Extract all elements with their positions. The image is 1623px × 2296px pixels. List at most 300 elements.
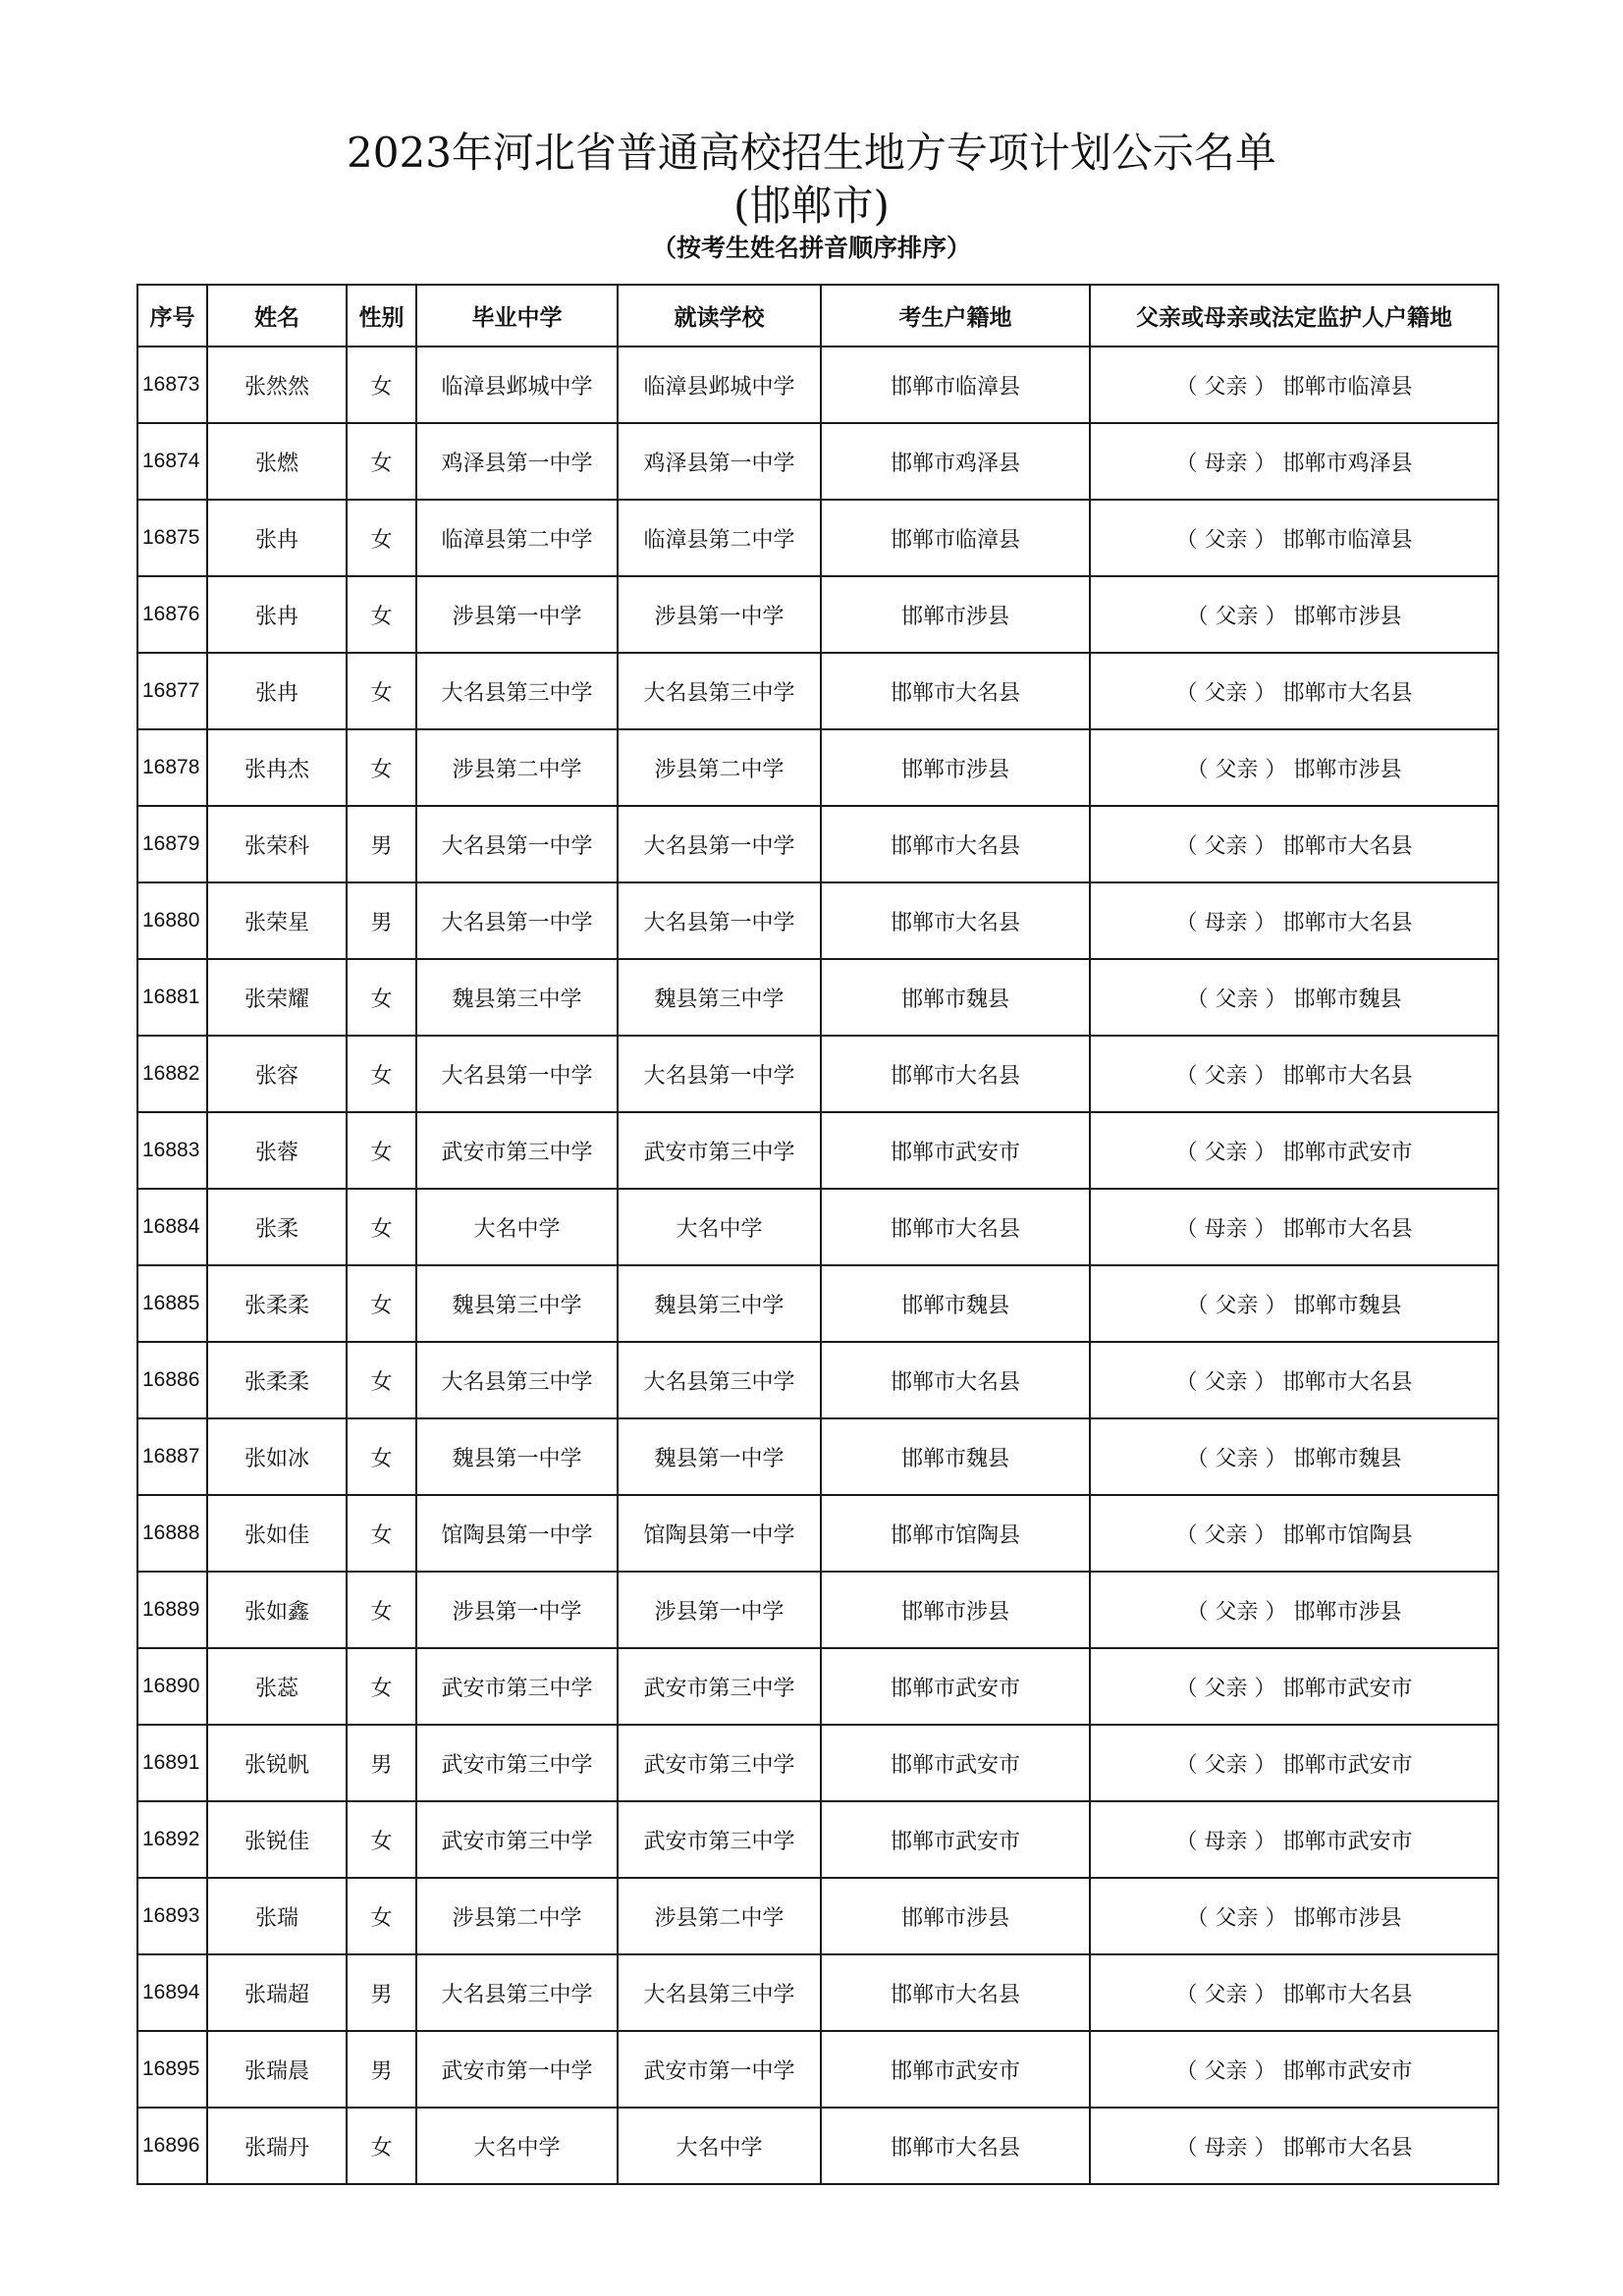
seq-cell: 16886 <box>137 1342 207 1418</box>
current-school-cell: 武安市第三中学 <box>618 1725 821 1801</box>
gender-cell: 女 <box>347 1495 416 1572</box>
gender-cell: 女 <box>347 959 416 1036</box>
guardian-household: 邯郸市武安市 <box>1282 1829 1413 1854</box>
gender-cell: 女 <box>347 1418 416 1495</box>
household-cell: 邯郸市武安市 <box>821 1801 1090 1878</box>
guardian-relation: 父亲 <box>1215 1293 1259 1318</box>
paren-open: （ <box>1186 757 1216 782</box>
guardian-household-cell <box>1090 1112 1498 1189</box>
household-cell: 邯郸市临漳县 <box>821 347 1090 423</box>
guardian-relation: 父亲 <box>1204 833 1248 859</box>
paren-open: （ <box>1175 1140 1205 1165</box>
guardian-household-cell <box>1090 1036 1498 1112</box>
household-cell: 邯郸市鸡泽县 <box>821 423 1090 500</box>
current-school-cell: 武安市第三中学 <box>618 1112 821 1189</box>
name-cell: 张蕊 <box>207 1648 347 1725</box>
guardian-household: 邯郸市涉县 <box>1293 757 1402 782</box>
paren-close: ） <box>1247 1982 1283 2007</box>
paren-open: （ <box>1175 680 1205 706</box>
current-school-cell: 武安市第三中学 <box>618 1648 821 1725</box>
grad-school-cell: 大名县第三中学 <box>416 1954 618 2031</box>
paren-open: （ <box>1175 833 1205 859</box>
guardian-household-cell <box>1090 500 1498 576</box>
guardian-relation: 父亲 <box>1215 1905 1259 1931</box>
table-row <box>137 347 1498 423</box>
gender-cell: 女 <box>347 729 416 806</box>
gender-cell: 女 <box>347 1112 416 1189</box>
guardian-relation: 母亲 <box>1204 2135 1248 2161</box>
current-school-cell: 临漳县第二中学 <box>618 500 821 576</box>
paren-open: （ <box>1175 374 1205 400</box>
guardian-household: 邯郸市魏县 <box>1293 1293 1402 1318</box>
guardian-household: 邯郸市大名县 <box>1282 1063 1413 1089</box>
name-cell: 张蓉 <box>207 1112 347 1189</box>
guardian-household: 邯郸市鸡泽县 <box>1282 451 1413 476</box>
gender-cell: 女 <box>347 576 416 653</box>
table-row <box>137 1954 1498 2031</box>
current-school-cell: 涉县第二中学 <box>618 1878 821 1954</box>
name-cell: 张冉 <box>207 576 347 653</box>
guardian-household: 邯郸市魏县 <box>1293 1446 1402 1471</box>
gender-cell: 女 <box>347 1648 416 1725</box>
sort-note: （按考生姓名拼音顺序排序） <box>651 234 971 262</box>
guardian-household: 邯郸市魏县 <box>1293 987 1402 1012</box>
table-body <box>137 347 1498 2184</box>
gender-cell: 女 <box>347 500 416 576</box>
name-cell: 张然然 <box>207 347 347 423</box>
seq-cell: 16881 <box>137 959 207 1036</box>
current-school-cell: 大名县第一中学 <box>618 806 821 882</box>
guardian-household-cell <box>1090 1342 1498 1418</box>
paren-close: ） <box>1247 374 1283 400</box>
current-school-cell: 大名中学 <box>618 2108 821 2184</box>
grad-school-cell: 涉县第一中学 <box>416 1572 618 1648</box>
current-school-cell: 大名县第三中学 <box>618 1342 821 1418</box>
guardian-relation: 父亲 <box>1204 680 1248 706</box>
guardian-household: 邯郸市武安市 <box>1282 2058 1413 2084</box>
grad-school-cell: 大名县第一中学 <box>416 806 618 882</box>
guardian-household-cell <box>1090 653 1498 729</box>
page-subtitle-city: (邯郸市) <box>733 182 890 230</box>
guardian-household: 邯郸市大名县 <box>1282 833 1413 859</box>
paren-close: ） <box>1247 1522 1283 1548</box>
paren-close: ） <box>1247 1829 1283 1854</box>
page-title: 2023年河北省普通高校招生地方专项计划公示名单 <box>347 129 1276 177</box>
name-cell: 张冉 <box>207 653 347 729</box>
gender-cell: 女 <box>347 653 416 729</box>
seq-cell: 16888 <box>137 1495 207 1572</box>
guardian-household: 邯郸市大名县 <box>1282 2135 1413 2161</box>
paren-close: ） <box>1247 1752 1283 1778</box>
gender-cell: 女 <box>347 1801 416 1878</box>
seq-cell: 16873 <box>137 347 207 423</box>
household-cell: 邯郸市涉县 <box>821 576 1090 653</box>
name-cell: 张荣星 <box>207 882 347 959</box>
paren-open: （ <box>1175 1752 1205 1778</box>
paren-open: （ <box>1186 1446 1216 1471</box>
guardian-relation: 父亲 <box>1204 1676 1248 1701</box>
table-row <box>137 1342 1498 1418</box>
household-cell: 邯郸市大名县 <box>821 653 1090 729</box>
table-row <box>137 1878 1498 1954</box>
guardian-household-cell <box>1090 1265 1498 1342</box>
guardian-relation: 父亲 <box>1215 987 1259 1012</box>
paren-close: ） <box>1258 987 1294 1012</box>
table-row <box>137 1265 1498 1342</box>
table-row <box>137 1725 1498 1801</box>
guardian-relation: 母亲 <box>1204 910 1248 935</box>
gender-cell: 女 <box>347 1342 416 1418</box>
grad-school-cell: 临漳县邺城中学 <box>416 347 618 423</box>
seq-cell: 16877 <box>137 653 207 729</box>
current-school-cell: 涉县第二中学 <box>618 729 821 806</box>
seq-cell: 16894 <box>137 1954 207 2031</box>
guardian-relation: 父亲 <box>1204 1982 1248 2007</box>
table-row <box>137 1495 1498 1572</box>
current-school-cell: 临漳县邺城中学 <box>618 347 821 423</box>
column-header-current-school: 就读学校 <box>618 285 821 347</box>
current-school-cell: 大名县第一中学 <box>618 882 821 959</box>
name-cell: 张锐帆 <box>207 1725 347 1801</box>
guardian-relation: 父亲 <box>1215 604 1259 629</box>
household-cell: 邯郸市魏县 <box>821 959 1090 1036</box>
guardian-relation: 母亲 <box>1204 451 1248 476</box>
paren-open: （ <box>1175 1063 1205 1089</box>
guardian-relation: 父亲 <box>1204 527 1248 553</box>
gender-cell: 女 <box>347 1189 416 1265</box>
household-cell: 邯郸市大名县 <box>821 882 1090 959</box>
household-cell: 邯郸市大名县 <box>821 806 1090 882</box>
guardian-household-cell <box>1090 1954 1498 2031</box>
current-school-cell: 大名中学 <box>618 1189 821 1265</box>
current-school-cell: 馆陶县第一中学 <box>618 1495 821 1572</box>
guardian-household-cell <box>1090 882 1498 959</box>
paren-close: ） <box>1258 1446 1294 1471</box>
current-school-cell: 魏县第一中学 <box>618 1418 821 1495</box>
paren-open: （ <box>1175 1676 1205 1701</box>
paren-open: （ <box>1175 910 1205 935</box>
grad-school-cell: 鸡泽县第一中学 <box>416 423 618 500</box>
gender-cell: 男 <box>347 1725 416 1801</box>
name-cell: 张燃 <box>207 423 347 500</box>
seq-cell: 16876 <box>137 576 207 653</box>
current-school-cell: 大名县第一中学 <box>618 1036 821 1112</box>
paren-open: （ <box>1186 1905 1216 1931</box>
table-row <box>137 1648 1498 1725</box>
table-row <box>137 500 1498 576</box>
table-row <box>137 2031 1498 2108</box>
paren-open: （ <box>1175 1216 1205 1242</box>
table-row <box>137 423 1498 500</box>
gender-cell: 女 <box>347 2108 416 2184</box>
household-cell: 邯郸市武安市 <box>821 1112 1090 1189</box>
paren-close: ） <box>1247 527 1283 553</box>
paren-open: （ <box>1186 604 1216 629</box>
table-row <box>137 1112 1498 1189</box>
guardian-household: 邯郸市武安市 <box>1282 1752 1413 1778</box>
guardian-household: 邯郸市大名县 <box>1282 1982 1413 2007</box>
household-cell: 邯郸市涉县 <box>821 729 1090 806</box>
name-cell: 张容 <box>207 1036 347 1112</box>
paren-open: （ <box>1175 527 1205 553</box>
guardian-household: 邯郸市武安市 <box>1282 1676 1413 1701</box>
guardian-household-cell <box>1090 2031 1498 2108</box>
paren-open: （ <box>1186 1599 1216 1625</box>
guardian-relation: 父亲 <box>1204 1522 1248 1548</box>
household-cell: 邯郸市馆陶县 <box>821 1495 1090 1572</box>
paren-close: ） <box>1258 1293 1294 1318</box>
guardian-household-cell <box>1090 1648 1498 1725</box>
name-cell: 张如鑫 <box>207 1572 347 1648</box>
name-cell: 张如冰 <box>207 1418 347 1495</box>
guardian-relation: 母亲 <box>1204 1216 1248 1242</box>
paren-close: ） <box>1247 1140 1283 1165</box>
household-cell: 邯郸市魏县 <box>821 1418 1090 1495</box>
guardian-household: 邯郸市武安市 <box>1282 1140 1413 1165</box>
household-cell: 邯郸市大名县 <box>821 1342 1090 1418</box>
seq-cell: 16885 <box>137 1265 207 1342</box>
table-row <box>137 1036 1498 1112</box>
name-cell: 张冉 <box>207 500 347 576</box>
paren-close: ） <box>1247 451 1283 476</box>
table-row <box>137 882 1498 959</box>
guardian-household-cell <box>1090 1495 1498 1572</box>
household-cell: 邯郸市涉县 <box>821 1572 1090 1648</box>
gender-cell: 男 <box>347 882 416 959</box>
guardian-household-cell <box>1090 1801 1498 1878</box>
guardian-relation: 母亲 <box>1204 1829 1248 1854</box>
household-cell: 邯郸市临漳县 <box>821 500 1090 576</box>
table-row <box>137 729 1498 806</box>
table-row <box>137 1801 1498 1878</box>
gender-cell: 男 <box>347 1954 416 2031</box>
current-school-cell: 武安市第三中学 <box>618 1801 821 1878</box>
gender-cell: 男 <box>347 2031 416 2108</box>
guardian-relation: 父亲 <box>1215 1599 1259 1625</box>
guardian-relation: 父亲 <box>1204 374 1248 400</box>
grad-school-cell: 临漳县第二中学 <box>416 500 618 576</box>
seq-cell: 16875 <box>137 500 207 576</box>
gender-cell: 女 <box>347 423 416 500</box>
guardian-relation: 父亲 <box>1204 1140 1248 1165</box>
seq-cell: 16882 <box>137 1036 207 1112</box>
paren-close: ） <box>1247 680 1283 706</box>
guardian-relation: 父亲 <box>1215 757 1259 782</box>
household-cell: 邯郸市武安市 <box>821 2031 1090 2108</box>
seq-cell: 16891 <box>137 1725 207 1801</box>
paren-close: ） <box>1258 757 1294 782</box>
guardian-household-cell <box>1090 1725 1498 1801</box>
current-school-cell: 魏县第三中学 <box>618 1265 821 1342</box>
grad-school-cell: 魏县第一中学 <box>416 1418 618 1495</box>
gender-cell: 女 <box>347 1572 416 1648</box>
guardian-household-cell <box>1090 959 1498 1036</box>
grad-school-cell: 大名县第三中学 <box>416 1342 618 1418</box>
guardian-household-cell <box>1090 576 1498 653</box>
grad-school-cell: 魏县第三中学 <box>416 1265 618 1342</box>
name-cell: 张如佳 <box>207 1495 347 1572</box>
current-school-cell: 魏县第三中学 <box>618 959 821 1036</box>
guardian-household-cell <box>1090 347 1498 423</box>
column-header-name: 姓名 <box>207 285 347 347</box>
paren-open: （ <box>1175 2058 1205 2084</box>
roster-table <box>136 284 1499 2185</box>
guardian-household: 邯郸市大名县 <box>1282 1369 1413 1395</box>
seq-cell: 16890 <box>137 1648 207 1725</box>
table-row <box>137 1418 1498 1495</box>
column-header-household: 考生户籍地 <box>821 285 1090 347</box>
paren-open: （ <box>1175 2135 1205 2161</box>
column-header-grad-school: 毕业中学 <box>416 285 618 347</box>
grad-school-cell: 武安市第三中学 <box>416 1648 618 1725</box>
name-cell: 张荣科 <box>207 806 347 882</box>
table-row <box>137 1572 1498 1648</box>
household-cell: 邯郸市涉县 <box>821 1878 1090 1954</box>
column-header-guardian-household: 父亲或母亲或法定监护人户籍地 <box>1090 285 1498 347</box>
paren-open: （ <box>1175 1982 1205 2007</box>
paren-close: ） <box>1258 1599 1294 1625</box>
grad-school-cell: 魏县第三中学 <box>416 959 618 1036</box>
current-school-cell: 鸡泽县第一中学 <box>618 423 821 500</box>
name-cell: 张瑞 <box>207 1878 347 1954</box>
seq-cell: 16887 <box>137 1418 207 1495</box>
guardian-household: 邯郸市临漳县 <box>1282 374 1413 400</box>
seq-cell: 16889 <box>137 1572 207 1648</box>
grad-school-cell: 大名县第一中学 <box>416 1036 618 1112</box>
grad-school-cell: 涉县第一中学 <box>416 576 618 653</box>
gender-cell: 女 <box>347 1265 416 1342</box>
table-row <box>137 806 1498 882</box>
paren-close: ） <box>1247 2058 1283 2084</box>
guardian-relation: 父亲 <box>1204 2058 1248 2084</box>
current-school-cell: 大名县第三中学 <box>618 653 821 729</box>
gender-cell: 女 <box>347 347 416 423</box>
seq-cell: 16874 <box>137 423 207 500</box>
guardian-relation: 父亲 <box>1204 1063 1248 1089</box>
current-school-cell: 涉县第一中学 <box>618 576 821 653</box>
paren-close: ） <box>1247 833 1283 859</box>
paren-open: （ <box>1175 451 1205 476</box>
gender-cell: 女 <box>347 1878 416 1954</box>
column-header-seq: 序号 <box>137 285 207 347</box>
paren-close: ） <box>1247 1676 1283 1701</box>
paren-close: ） <box>1247 1063 1283 1089</box>
grad-school-cell: 大名县第三中学 <box>416 653 618 729</box>
guardian-household-cell <box>1090 1878 1498 1954</box>
name-cell: 张柔 <box>207 1189 347 1265</box>
paren-close: ） <box>1258 604 1294 629</box>
guardian-household-cell <box>1090 1189 1498 1265</box>
seq-cell: 16884 <box>137 1189 207 1265</box>
paren-open: （ <box>1186 1293 1216 1318</box>
name-cell: 张瑞超 <box>207 1954 347 2031</box>
table-row <box>137 959 1498 1036</box>
guardian-household-cell <box>1090 1418 1498 1495</box>
guardian-household: 邯郸市馆陶县 <box>1282 1522 1413 1548</box>
current-school-cell: 涉县第一中学 <box>618 1572 821 1648</box>
grad-school-cell: 大名县第一中学 <box>416 882 618 959</box>
table-row <box>137 2108 1498 2184</box>
guardian-relation: 父亲 <box>1204 1752 1248 1778</box>
name-cell: 张锐佳 <box>207 1801 347 1878</box>
household-cell: 邯郸市大名县 <box>821 1954 1090 2031</box>
guardian-household-cell <box>1090 729 1498 806</box>
guardian-household-cell <box>1090 1572 1498 1648</box>
name-cell: 张荣耀 <box>207 959 347 1036</box>
paren-open: （ <box>1175 1522 1205 1548</box>
guardian-household: 邯郸市大名县 <box>1282 680 1413 706</box>
seq-cell: 16880 <box>137 882 207 959</box>
grad-school-cell: 大名中学 <box>416 1189 618 1265</box>
name-cell: 张冉杰 <box>207 729 347 806</box>
guardian-household-cell <box>1090 2108 1498 2184</box>
seq-cell: 16893 <box>137 1878 207 1954</box>
guardian-household: 邯郸市大名县 <box>1282 910 1413 935</box>
paren-close: ） <box>1247 1369 1283 1395</box>
name-cell: 张柔柔 <box>207 1265 347 1342</box>
guardian-household-cell <box>1090 806 1498 882</box>
grad-school-cell: 馆陶县第一中学 <box>416 1495 618 1572</box>
paren-open: （ <box>1186 987 1216 1012</box>
paren-close: ） <box>1247 1216 1283 1242</box>
table-row <box>137 1189 1498 1265</box>
guardian-household-cell <box>1090 423 1498 500</box>
name-cell: 张瑞丹 <box>207 2108 347 2184</box>
paren-open: （ <box>1175 1829 1205 1854</box>
household-cell: 邯郸市大名县 <box>821 1189 1090 1265</box>
grad-school-cell: 涉县第二中学 <box>416 1878 618 1954</box>
grad-school-cell: 涉县第二中学 <box>416 729 618 806</box>
guardian-household: 邯郸市涉县 <box>1293 1599 1402 1625</box>
household-cell: 邯郸市武安市 <box>821 1725 1090 1801</box>
name-cell: 张柔柔 <box>207 1342 347 1418</box>
household-cell: 邯郸市大名县 <box>821 1036 1090 1112</box>
seq-cell: 16883 <box>137 1112 207 1189</box>
paren-close: ） <box>1258 1905 1294 1931</box>
current-school-cell: 大名县第三中学 <box>618 1954 821 2031</box>
gender-cell: 男 <box>347 806 416 882</box>
seq-cell: 16896 <box>137 2108 207 2184</box>
grad-school-cell: 大名中学 <box>416 2108 618 2184</box>
guardian-household: 邯郸市临漳县 <box>1282 527 1413 553</box>
paren-open: （ <box>1175 1369 1205 1395</box>
seq-cell: 16892 <box>137 1801 207 1878</box>
name-cell: 张瑞晨 <box>207 2031 347 2108</box>
grad-school-cell: 武安市第三中学 <box>416 1801 618 1878</box>
table-row <box>137 653 1498 729</box>
seq-cell: 16895 <box>137 2031 207 2108</box>
current-school-cell: 武安市第一中学 <box>618 2031 821 2108</box>
guardian-household: 邯郸市涉县 <box>1293 604 1402 629</box>
guardian-relation: 父亲 <box>1204 1369 1248 1395</box>
paren-close: ） <box>1247 910 1283 935</box>
guardian-household: 邯郸市大名县 <box>1282 1216 1413 1242</box>
paren-close: ） <box>1247 2135 1283 2161</box>
table-row <box>137 576 1498 653</box>
grad-school-cell: 武安市第三中学 <box>416 1112 618 1189</box>
guardian-household: 邯郸市涉县 <box>1293 1905 1402 1931</box>
guardian-relation: 父亲 <box>1215 1446 1259 1471</box>
seq-cell: 16878 <box>137 729 207 806</box>
gender-cell: 女 <box>347 1036 416 1112</box>
seq-cell: 16879 <box>137 806 207 882</box>
grad-school-cell: 武安市第一中学 <box>416 2031 618 2108</box>
household-cell: 邯郸市大名县 <box>821 2108 1090 2184</box>
column-header-gender: 性别 <box>347 285 416 347</box>
grad-school-cell: 武安市第三中学 <box>416 1725 618 1801</box>
table-header-row <box>137 285 1498 347</box>
household-cell: 邯郸市武安市 <box>821 1648 1090 1725</box>
